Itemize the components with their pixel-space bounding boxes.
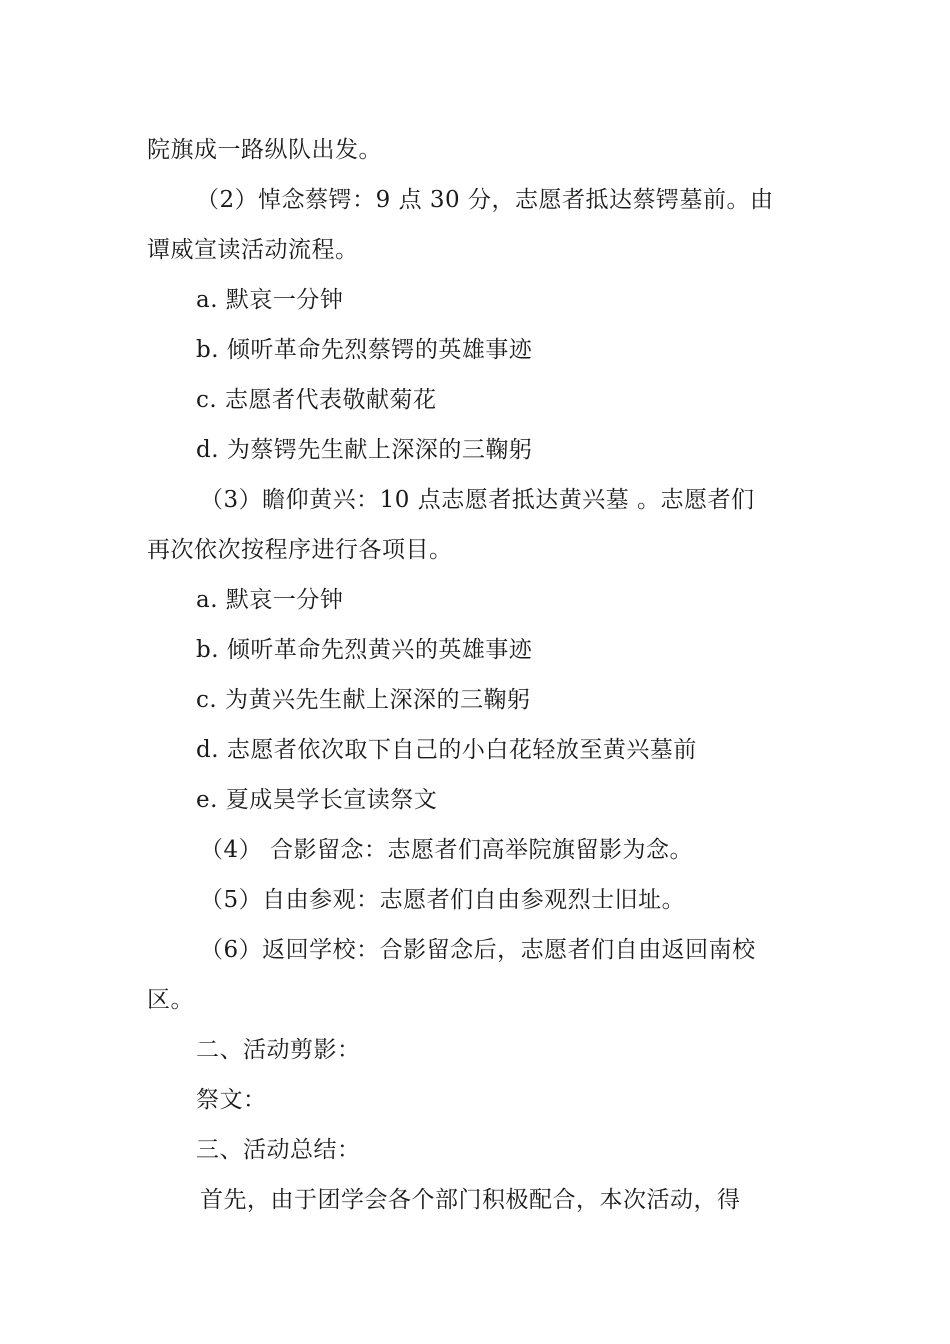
list-item-d-2: d. 志愿者依次取下自己的小白花轻放至黄兴墓前 bbox=[196, 737, 697, 763]
list-item-b-1: b. 倾听革命先烈蔡锷的英雄事迹 bbox=[196, 337, 533, 363]
list-item-e-2: e. 夏成昊学长宣读祭文 bbox=[196, 787, 438, 813]
text-line-8: （3）瞻仰黄兴：10 点志愿者抵达黄兴墓 。志愿者们 bbox=[200, 487, 755, 513]
list-item-c-2: c. 为黄兴先生献上深深的三鞠躬 bbox=[196, 687, 531, 713]
text-line-3: 谭威宣读活动流程。 bbox=[147, 237, 359, 263]
text-line-18: 区。 bbox=[147, 987, 194, 1013]
section-heading-3: 三、活动总结： bbox=[196, 1137, 361, 1163]
text-line-22: 首先，由于团学会各个部门积极配合，本次活动，得 bbox=[200, 1187, 741, 1213]
list-item-a-1: a. 默哀一分钟 bbox=[196, 287, 344, 313]
text-line-2: （2）悼念蔡锷：9 点 30 分，志愿者抵达蔡锷墓前。由 bbox=[196, 187, 774, 213]
section-heading-2: 二、活动剪影： bbox=[196, 1037, 361, 1063]
list-item-d-1: d. 为蔡锷先生献上深深的三鞠躬 bbox=[196, 437, 533, 463]
list-item-a-2: a. 默哀一分钟 bbox=[196, 587, 344, 613]
list-item-b-2: b. 倾听革命先烈黄兴的英雄事迹 bbox=[196, 637, 533, 663]
eulogy-label: 祭文： bbox=[196, 1087, 267, 1113]
text-line-9: 再次依次按程序进行各项目。 bbox=[147, 537, 453, 563]
text-line-15: （4） 合影留念：志愿者们高举院旗留影为念。 bbox=[200, 837, 693, 863]
text-line-17: （6）返回学校：合影留念后，志愿者们自由返回南校 bbox=[200, 937, 756, 963]
list-item-c-1: c. 志愿者代表敬献菊花 bbox=[196, 387, 437, 413]
text-line-16: （5）自由参观：志愿者们自由参观烈士旧址。 bbox=[200, 887, 686, 913]
text-line-1: 院旗成一路纵队出发。 bbox=[147, 137, 382, 163]
